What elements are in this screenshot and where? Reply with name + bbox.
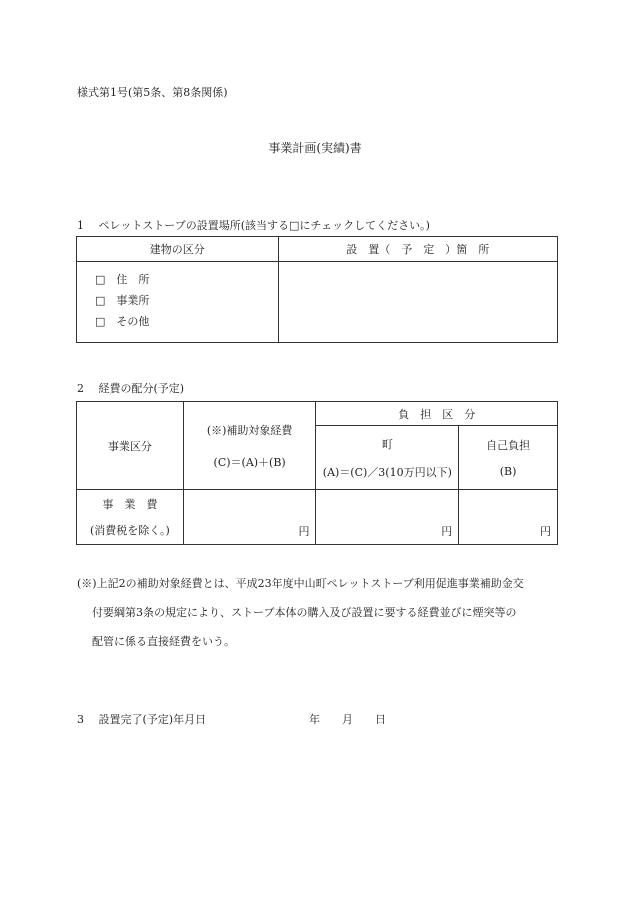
self-share-label: 自己負担: [486, 439, 531, 452]
option-office-checkbox[interactable]: □ 事業所: [95, 294, 150, 307]
yen-unit: 円: [298, 525, 310, 538]
self-share-header: [459, 426, 558, 490]
section2-heading-text: 経費の配分(予定): [98, 382, 185, 395]
section1-heading-text: ペレットストーブの設置場所(該当する□にチェックしてください。): [98, 219, 430, 232]
section1-heading: [77, 217, 430, 233]
town-share-header: [316, 426, 459, 490]
section2-heading: [77, 380, 184, 396]
section3-heading: [77, 711, 206, 727]
option-other-checkbox[interactable]: □ その他: [95, 315, 150, 328]
section1-number: 1: [77, 219, 84, 232]
eligible-cost-header: [183, 402, 316, 490]
yen-unit: 円: [540, 525, 551, 538]
building-category-header: 建物の区分: [77, 237, 279, 262]
burden-header: 負 担 区 分: [316, 402, 558, 426]
eligible-cost-note: [77, 569, 524, 656]
eligible-cost-input[interactable]: [183, 490, 316, 545]
section3-heading-text: 設置完了(予定)年月日: [98, 713, 207, 726]
cost-allocation-table: [76, 401, 558, 545]
installation-location-field[interactable]: [278, 262, 557, 343]
category-header: 事業区分: [77, 402, 184, 490]
option-residence-checkbox[interactable]: □ 住 所: [95, 273, 150, 286]
eligible-cost-label: (※)補助対象経費: [206, 423, 293, 437]
section3-number: 3: [77, 713, 84, 726]
eligible-cost-formula: (C)＝(A)＋(B): [213, 455, 286, 469]
self-share-input[interactable]: [459, 490, 558, 545]
building-category-options: [77, 262, 279, 343]
self-share-code: (B): [499, 465, 517, 478]
completion-date-field[interactable]: 年 月 日: [309, 713, 386, 726]
section2-number: 2: [77, 382, 84, 395]
note-line-3: 配管に係る直接経費をいう。: [92, 635, 235, 648]
note-line-2: 付要綱第3条の規定により、ストーブ本体の購入及び設置に要する経費並びに煙突等の: [92, 606, 517, 619]
tax-excluded-note: (消費税を除く。): [89, 524, 170, 537]
project-cost-row-label: [77, 490, 184, 545]
town-share-formula: (A)＝(C)／3(10万円以下): [322, 465, 452, 479]
location-table: [76, 236, 558, 343]
town-share-input[interactable]: [316, 490, 459, 545]
town-share-label: 町: [381, 437, 393, 451]
note-line-1: (※)上記2の補助対象経費とは、平成23年度中山町ペレットストーブ利用促進事業補助金交: [77, 577, 524, 590]
document-title: 事業計画(実績)書: [268, 141, 362, 155]
yen-unit: 円: [441, 525, 453, 538]
installation-location-header: 設 置（ 予 定 ）箇 所: [278, 237, 557, 262]
form-number: 様式第1号(第5条、第8条関係): [77, 86, 228, 99]
project-cost-label: 事 業 費: [102, 498, 158, 511]
